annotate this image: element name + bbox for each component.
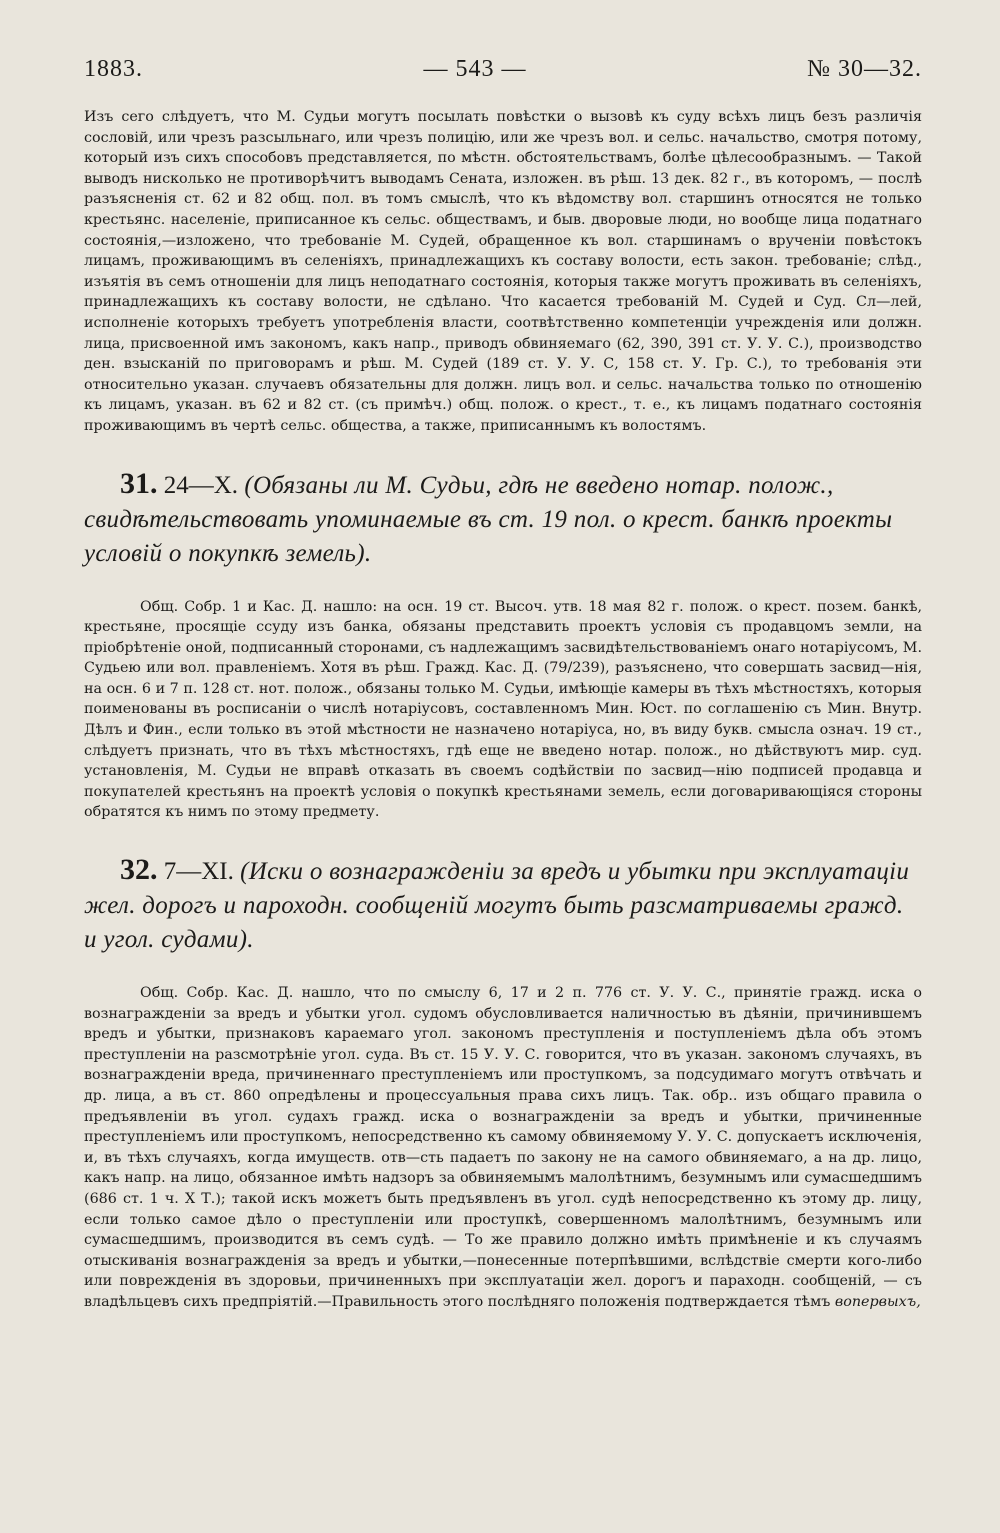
running-header: [84, 56, 922, 83]
section-32-body: [84, 983, 922, 1313]
section-31-title: (Обязаны ли М. Судьи, гдѣ не введено нотар. полож., свидѣтельствовать упоминаемые въ ст. 19 пол. о крест. банкѣ проекты условій о покупкѣ земель).: [84, 471, 893, 567]
paragraph-intro: Изъ сего слѣдуетъ, что М. Судьи могутъ посылать повѣстки о вызовѣ къ суду всѣхъ лицъ безъ различія сословій, или чрезъ разсыльнаго, или чрезъ полицію, или же чрезъ вол. и сельс. начальство, смотря потому, который изъ сихъ способовъ представляется, по мѣстн. обстоятельствамъ, болѣе цѣлесообразнымъ. — Такой выводъ нисколько не противорѣчитъ выводамъ Сената, изложен. въ рѣш. 13 дек. 82 г., въ которомъ, — послѣ разъясненія ст. 62 и 82 общ. пол. въ томъ смыслѣ, что къ вѣдомству вол. старшинъ относятся не только крестьянс. населеніе, приписанное къ сельс. обществамъ, и быв. дворовые люди, но вообще лица податнаго состоянія,—изложено, что требованіе М. Судей, обращенное къ вол. старшинамъ о врученіи повѣстокъ лицамъ, проживающимъ въ селеніяхъ, принадлежащихъ къ составу волости, есть закон. требованіе; слѣд., изъятія въ семъ отношеніи для лицъ неподатнаго состоянія, которыя также могутъ проживать въ селеніяхъ, принадлежащихъ къ составу волости, не сдѣлано. Что касается требованій М. Судей и Суд. Сл—лей, исполненіе которыхъ требуетъ употребленія власти, соотвѣтственно компетенціи учрежденія или должн. лица, присвоенной имъ закономъ, какъ напр., приводъ обвиняемаго (62, 390, 391 ст. У. У. С.), производство ден. взысканій по приговорамъ и рѣш. М. Судей (189 ст. У. У. С, 158 ст. У. Гр. С.), то требованія эти относительно указан. случаевъ обязательны для должн. лицъ вол. и сельс. начальства только по отношенію къ лицамъ, указан. въ 62 и 82 ст. (съ примѣч.) общ. полож. о крест., т. е., къ лицамъ податнаго состоянія проживающимъ въ чертѣ сельс. общества, а также, приписаннымъ къ волостямъ.: [84, 109, 922, 434]
section-32-body-end: вопервыхъ,: [834, 1293, 921, 1310]
section-32-heading: [84, 853, 922, 957]
header-page-number: — 543 —: [423, 56, 527, 82]
header-issue-number: № 30—32.: [807, 56, 922, 82]
section-32-date: 7—XI.: [163, 858, 234, 886]
section-32-number: 32.: [120, 853, 158, 887]
section-31-number: 31.: [120, 466, 158, 500]
section-32-body-text: Общ. Собр. Кас. Д. нашло, что по смыслу 6, 17 и 2 п. 776 ст. У. У. С., принятіе гражд. иска о вознагражденіи за вредъ и убытки угол. судомъ обусловливается наличностью въ дѣяніи, причинившемъ вредъ и убытки, признаковъ караемаго угол. закономъ преступленія и поступленіемъ дѣла объ этомъ преступленіи на разсмотрѣніе угол. суда. Въ ст. 15 У. У. С. говорится, что въ указан. закономъ случаяхъ, въ вознагражденіи вреда, причиненнаго преступленіемъ или проступкомъ, за подсудимаго могутъ отвѣчать и др. лица, а въ ст. 860 опредѣлены и процессуальныя права сихъ лицъ. Так. обр.. изъ общаго правила о предъявленіи въ угол. судахъ гражд. иска о вознагражденіи за вредъ и убытки, причиненные преступленіемъ или проступкомъ, непосредственно къ самому обвиняемому У. У. С. допускаетъ исключенія, и, въ тѣхъ случаяхъ, когда имуществ. отв—сть падаетъ по закону не на самого обвиняемаго, а на др. лицо, какъ напр. на лицо, обязанное имѣть надзоръ за обвиняемымъ малолѣтнимъ, безумнымъ или сумасшедшимъ (686 ст. 1 ч. X Т.); такой искъ можетъ быть предъявленъ въ угол. судѣ непосредственно къ этому др. лицу, если только самое дѣло о преступленіи или проступкѣ, совершенномъ малолѣтнимъ, безумнымъ или сумасшедшимъ, производится въ семъ судѣ. — То же правило должно имѣть примѣненіе и къ случаямъ отыскиванія вознагражденія за вредъ и убытки,—понесенные потерпѣвшими, вслѣдствіе смерти кого-либо или поврежденія въ здоровьи, причиненныхъ при эксплуатаціи жел. дорогъ и параходн. сообщеній, — съ владѣльцевъ сихъ предпріятій.—Правильность этого послѣдняго положенія подтверждается тѣмъ: [84, 985, 922, 1310]
header-year: 1883.: [84, 56, 143, 82]
section-32-title: (Иски о вознагражденіи за вредъ и убытки при эксплуатаціи жел. дорогъ и пароходн. сообщеній могутъ быть разсматриваемы гражд. и угол. судами).: [84, 858, 910, 954]
section-31-heading: [84, 467, 922, 571]
section-31-body: Общ. Собр. 1 и Кас. Д. нашло: на осн. 19 ст. Высоч. утв. 18 мая 82 г. полож. о крест. позем. банкѣ, крестьяне, просящіе ссуду изъ банка, обязаны представить проектъ условія съ продавцомъ земли, на пріобрѣтеніе оной, подписанный сторонами, съ надлежащимъ засвидѣтельствованіемъ онаго нотаріусомъ, М. Судьею или вол. правленіемъ. Хотя въ рѣш. Гражд. Кас. Д. (79/239), разъяснено, что совершать засвид—нія, на осн. 6 и 7 п. 128 ст. нот. полож., обязаны только М. Судьи, имѣющіе камеры въ тѣхъ мѣстностяхъ, которыя поименованы въ росписаніи о числѣ нотаріусовъ, составленномъ Мин. Юст. по соглашенію съ Мин. Внутр. Дѣлъ и Фин., если только въ этой мѣстности не назначено нотаріуса, но, въ виду букв. смысла означ. 19 ст., слѣдуетъ признать, что въ тѣхъ мѣстностяхъ, гдѣ еще не введено нотар. полож., но дѣйствуютъ мир. суд. установленія, М. Судьи не вправѣ отказать въ своемъ содѣйствіи по засвид—нію подписей продавца и покупателей крестьянъ на проектѣ условія о покупкѣ крестьянами земель, если договаривающіяся стороны обратятся къ нимъ по этому предмету.: [84, 598, 922, 821]
section-31-date: 24—X.: [163, 471, 239, 499]
